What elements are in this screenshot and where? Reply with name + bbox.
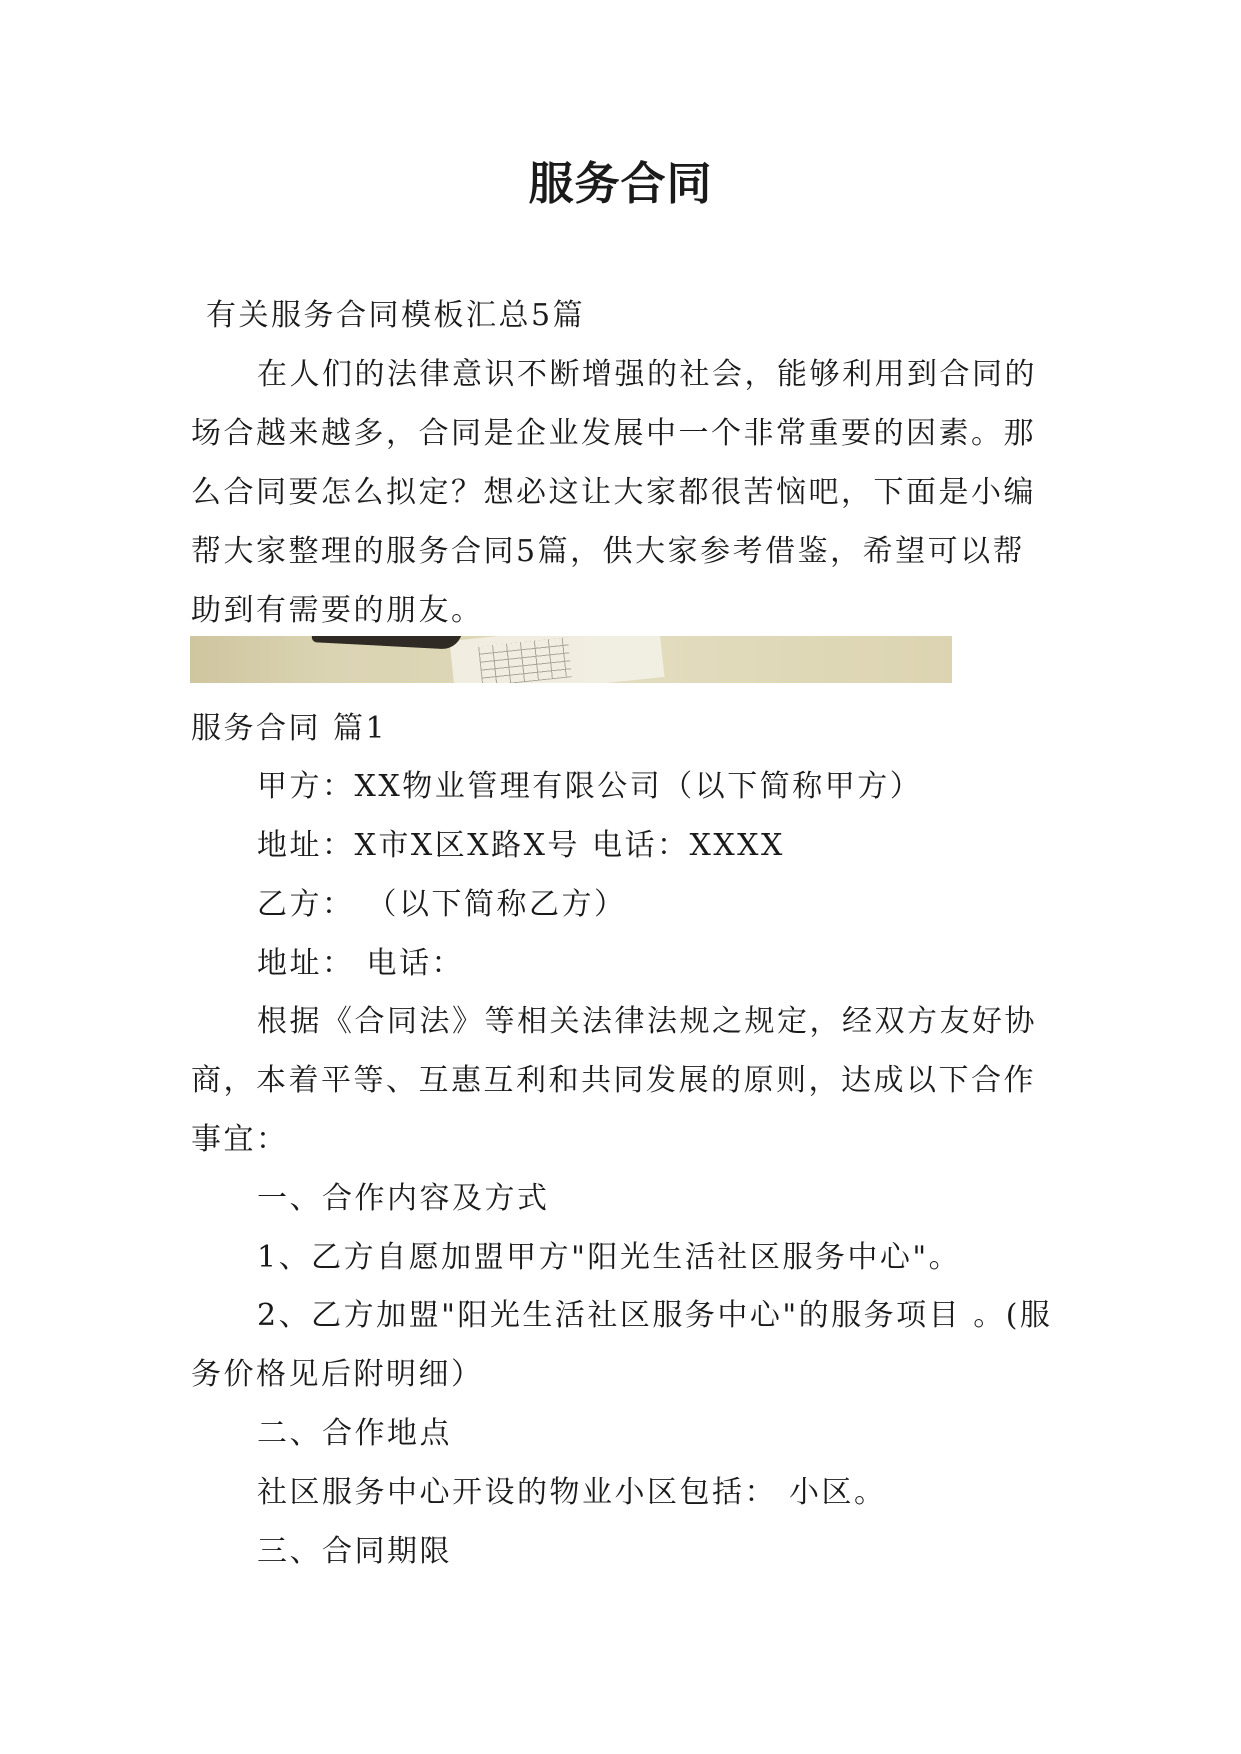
- banner-shade: [190, 636, 330, 683]
- banner-table-image: [478, 637, 572, 683]
- clause-1-title: 一、合作内容及方式: [257, 1181, 550, 1216]
- party-a: 甲方：XX物业管理有限公司（以下简称甲方）: [257, 769, 923, 804]
- intro-paragraph-line: 么合同要怎么拟定？想必这让大家都很苦恼吧，下面是小编: [191, 475, 1036, 510]
- party-b: 乙方： （以下简称乙方）: [257, 887, 627, 922]
- intro-paragraph-line: 在人们的法律意识不断增强的社会，能够利用到合同的: [257, 357, 1037, 392]
- intro-paragraph-line: 助到有需要的朋友。: [191, 593, 484, 628]
- basis-paragraph-line: 事宜：: [191, 1122, 289, 1157]
- section-heading: 服务合同 篇1: [191, 711, 388, 746]
- basis-paragraph-line: 根据《合同法》等相关法律法规之规定，经双方友好协: [257, 1004, 1037, 1039]
- document-title: 服务合同: [528, 157, 713, 210]
- clause-1-item: 务价格见后附明细）: [191, 1357, 484, 1392]
- clause-1-item: 1、乙方自愿加盟甲方"阳光生活社区服务中心"。: [257, 1240, 962, 1275]
- intro-paragraph-line: 场合越来越多，合同是企业发展中一个非常重要的因素。那: [191, 416, 1036, 451]
- clause-1-item: 2、乙方加盟"阳光生活社区服务中心"的服务项目 。(服: [257, 1298, 1053, 1333]
- party-b-address: 地址： 电话：: [257, 946, 465, 981]
- intro-heading: 有关服务合同模板汇总5篇: [206, 298, 586, 333]
- pen-icon: [312, 636, 463, 650]
- clause-3-title: 三、合同期限: [257, 1534, 452, 1569]
- party-a-address: 地址：X市X区X路X号 电话：XXXX: [257, 828, 785, 863]
- banner-photo: [190, 636, 952, 683]
- clause-2-text: 社区服务中心开设的物业小区包括： 小区。: [257, 1475, 887, 1510]
- intro-paragraph-line: 帮大家整理的服务合同5篇，供大家参考借鉴，希望可以帮: [191, 534, 1026, 569]
- clause-2-title: 二、合作地点: [257, 1416, 452, 1451]
- basis-paragraph-line: 商，本着平等、互惠互利和共同发展的原则，达成以下合作: [191, 1063, 1036, 1098]
